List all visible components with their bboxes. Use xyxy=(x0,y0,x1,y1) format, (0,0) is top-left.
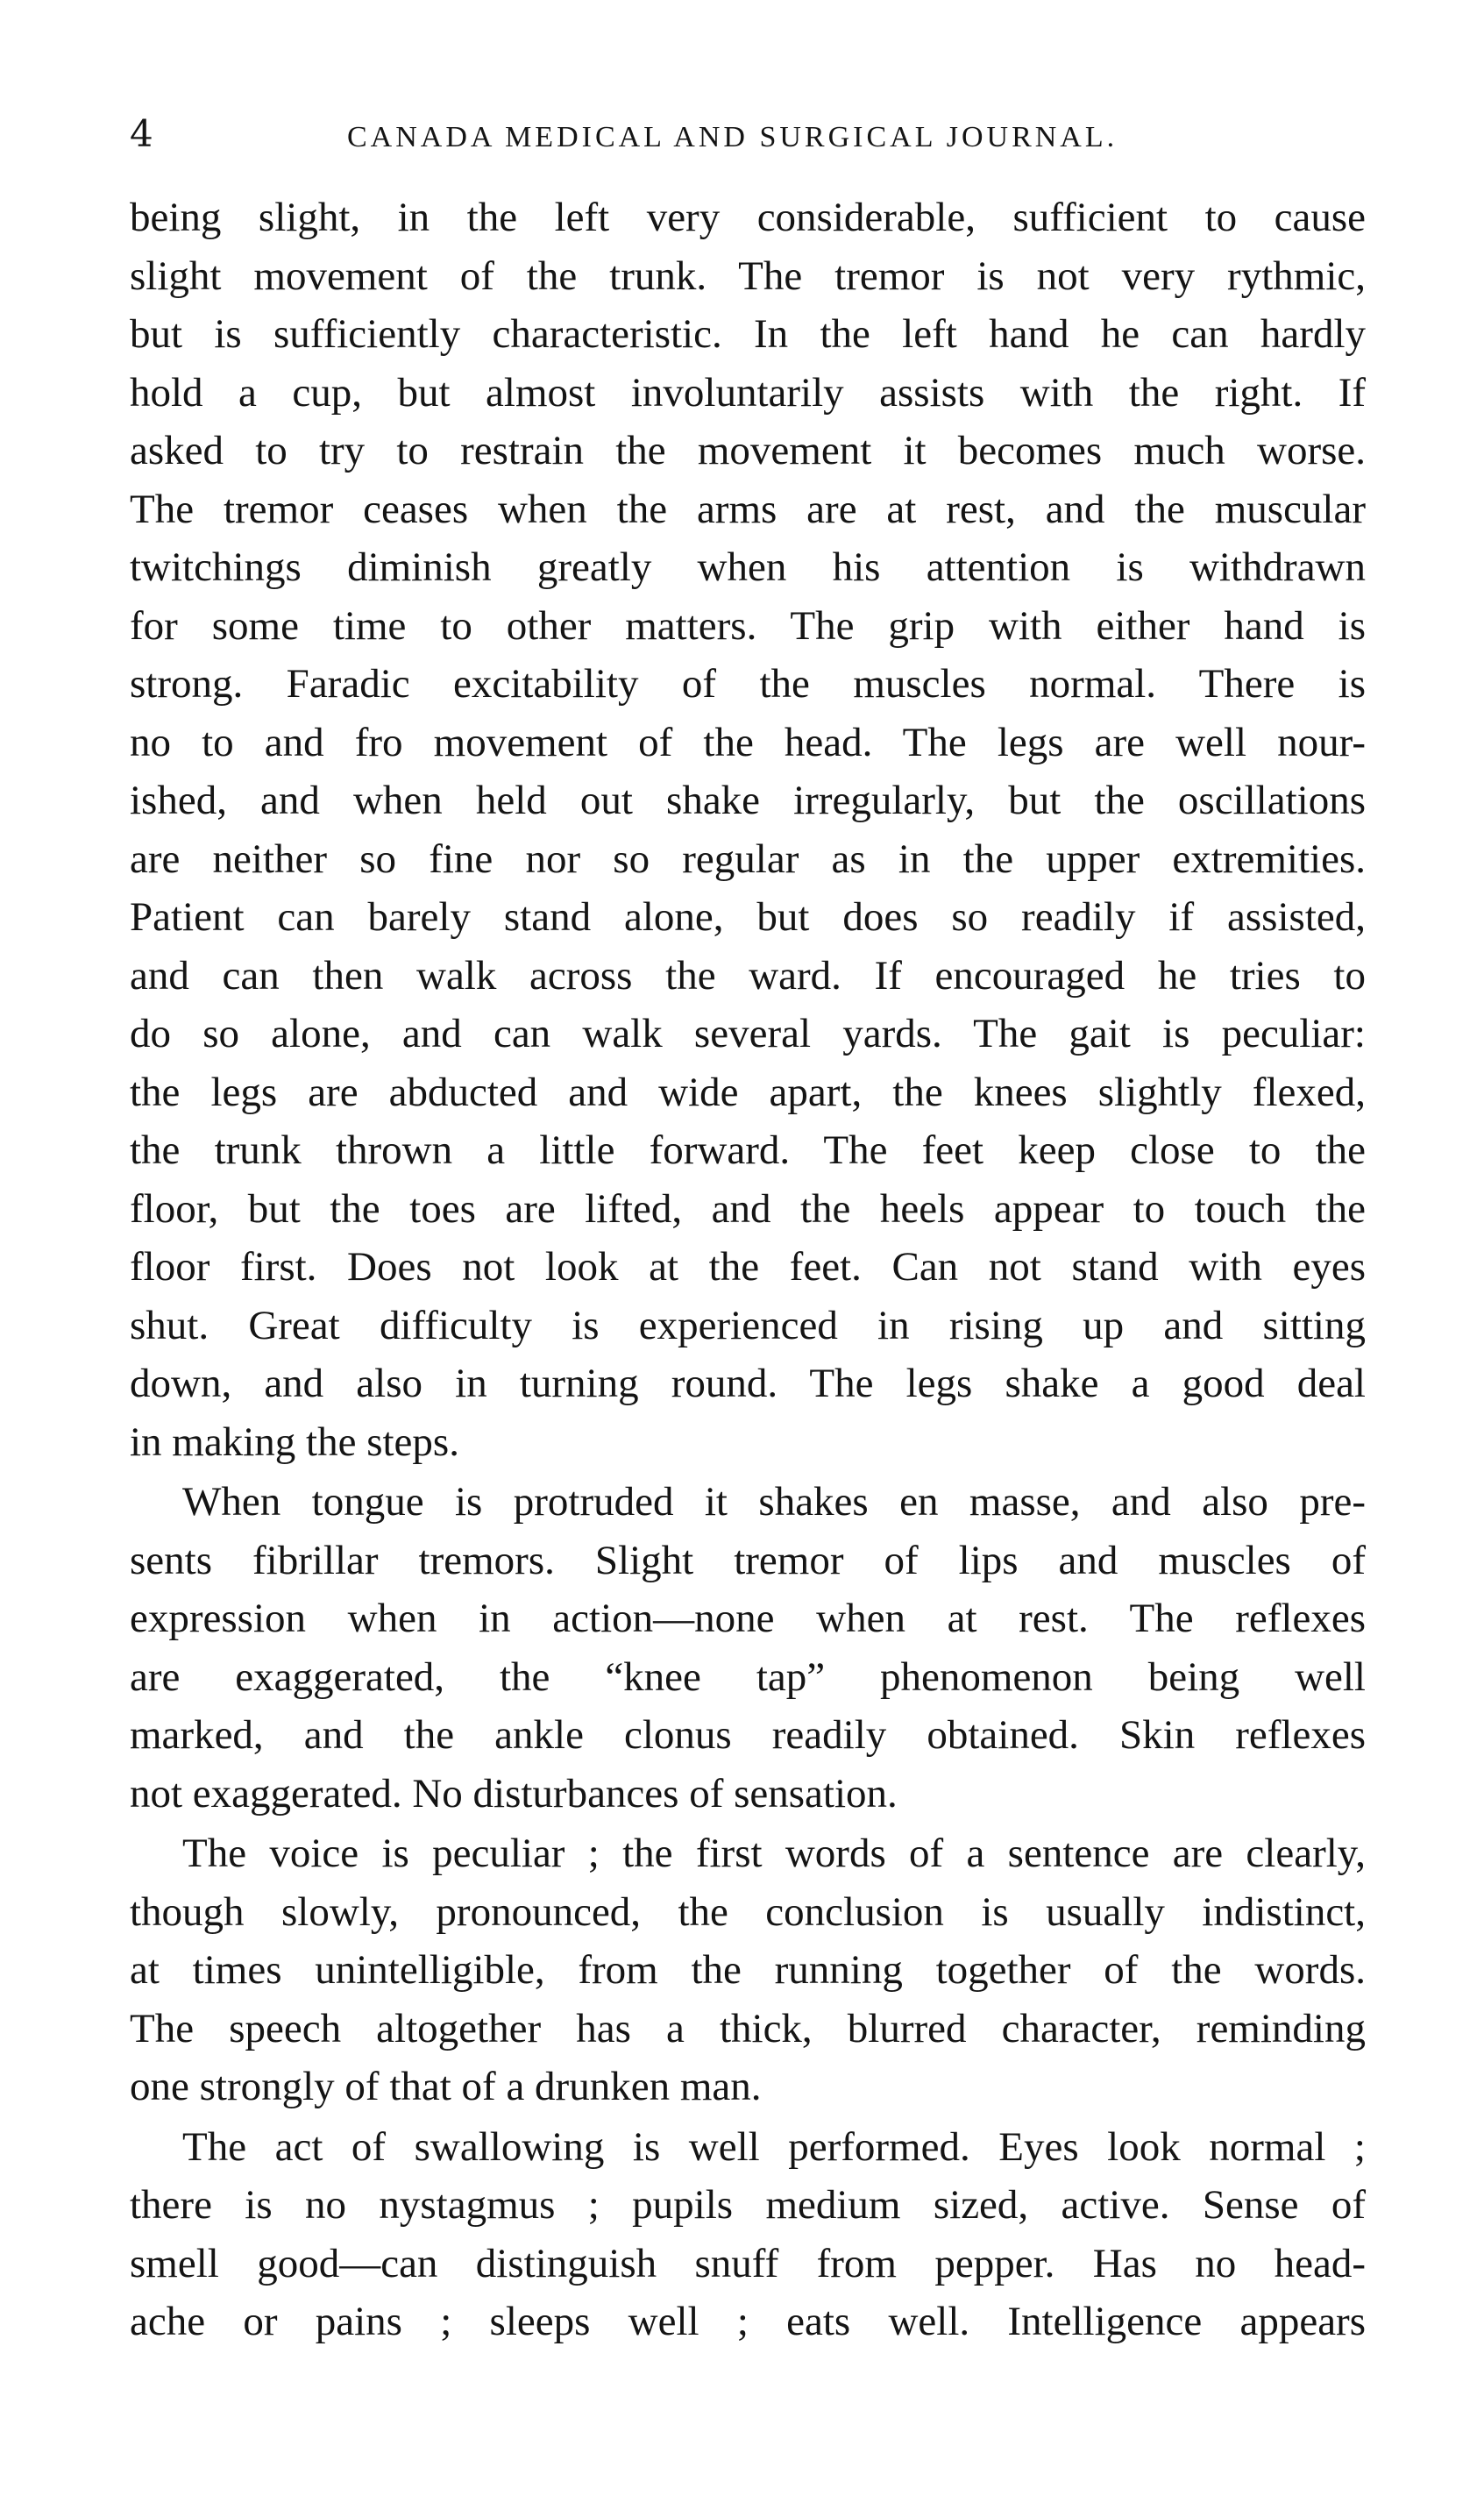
text-line: the trunk thrown a little forward. The feet keep close to the xyxy=(130,1127,1366,1173)
text-line: shut. Great difficulty is experienced in rising up and sitting xyxy=(130,1302,1366,1348)
text-line: there is no nystagmus ; pupils medium sized, active. Sense of xyxy=(130,2182,1366,2228)
text-line: Patient can barely stand alone, but does so readily if assisted, xyxy=(130,894,1366,940)
text-line: The speech altogether has a thick, blurred character, reminding xyxy=(130,2005,1366,2051)
text-line: and can then walk across the ward. If encouraged he tries to xyxy=(130,952,1366,999)
text-line: down, and also in turning round. The legs shake a good deal xyxy=(130,1361,1366,1406)
text-line: though slowly, pronounced, the conclusion is usually indistinct, xyxy=(130,1888,1366,1935)
text-line: The act of swallowing is well performed. Eyes look normal ; xyxy=(182,2123,1366,2170)
text-line: the legs are abducted and wide apart, the knees slightly flexed, xyxy=(130,1069,1366,1115)
text-line: expression when in action—none when at rest. The reflexes xyxy=(130,1596,1366,1641)
text-line: The tremor ceases when the arms are at rest, and the muscular xyxy=(130,486,1366,532)
text-line: floor first. Does not look at the feet. Can not stand with eyes xyxy=(130,1244,1366,1290)
text-line: When tongue is protruded it shakes en masse, and also pre- xyxy=(182,1479,1366,1525)
text-line: asked to try to restrain the movement it becomes much worse. xyxy=(130,428,1366,473)
text-line: are exaggerated, the “knee tap” phenomenon being well xyxy=(130,1653,1366,1700)
text-line: not exaggerated. No disturbances of sensation. xyxy=(130,1770,898,1817)
running-head: CANADA MEDICAL AND SURGICAL JOURNAL. xyxy=(347,121,1118,153)
text-line: for some time to other matters. The grip with either hand is xyxy=(130,602,1366,649)
text-line: slight movement of the trunk. The tremor is not very rythmic, xyxy=(130,252,1366,299)
paragraph xyxy=(130,2118,1366,2351)
text-line: being slight, in the left very considerable, sufficient to cause xyxy=(130,195,1366,240)
text-line: hold a cup, but almost involuntarily assists with the right. If xyxy=(130,369,1366,416)
text-line: smell good—can distinguish snuff from pepper. Has no head- xyxy=(130,2240,1366,2286)
text-line: no to and fro movement of the head. The legs are well nour- xyxy=(130,719,1366,765)
page-number: 4 xyxy=(130,112,153,155)
text-line: strong. Faradic excitability of the muscles normal. There is xyxy=(130,661,1366,707)
text-line: twitchings diminish greatly when his attention is withdrawn xyxy=(130,544,1366,590)
paragraph xyxy=(130,1824,1366,2116)
page-header xyxy=(130,103,1364,165)
paragraph xyxy=(130,1473,1366,1823)
text-line: ache or pains ; sleeps well ; eats well. Intelligence appears xyxy=(130,2299,1366,2344)
text-line: do so alone, and can walk several yards. The gait is peculiar: xyxy=(130,1011,1366,1056)
text-line: one strongly of that of a drunken man. xyxy=(130,2064,762,2109)
paragraph xyxy=(130,188,1366,1471)
text-line: sents fibrillar tremors. Slight tremor of lips and muscles of xyxy=(130,1537,1366,1583)
text-line: are neither so fine nor so regular as in the upper extremities. xyxy=(130,835,1366,882)
text-line: The voice is peculiar ; the first words of a sentence are clearly, xyxy=(182,1831,1366,1876)
text-line: ished, and when held out shake irregularly, but the oscillations xyxy=(130,778,1366,823)
text-line: in making the steps. xyxy=(130,1418,459,1465)
text-line: at times unintelligible, from the running together of the words. xyxy=(130,1947,1366,1993)
text-line: marked, and the ankle clonus readily obtained. Skin reflexes xyxy=(130,1712,1366,1758)
text-line: but is sufficiently characteristic. In the left hand he can hardly xyxy=(130,311,1366,357)
body-text xyxy=(130,188,1366,2351)
text-line: floor, but the toes are lifted, and the heels appear to touch the xyxy=(130,1185,1366,1232)
